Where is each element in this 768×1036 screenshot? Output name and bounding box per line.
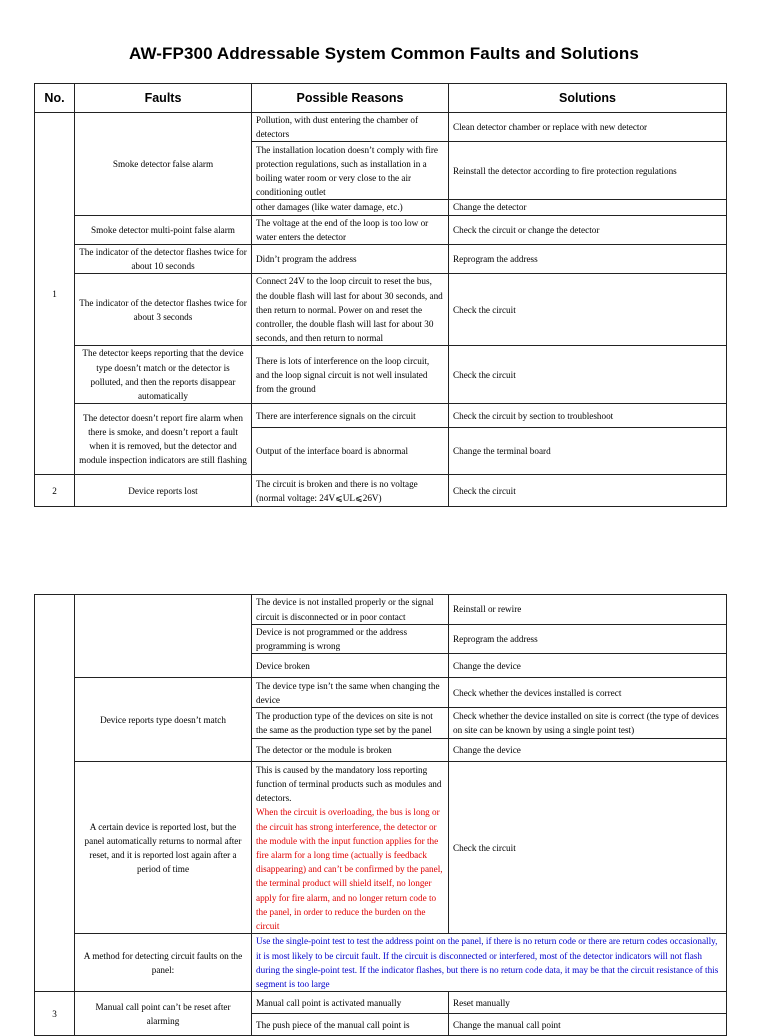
reason-cell: The detector or the module is broken <box>252 739 449 762</box>
reason-cell: Output of the interface board is abnormal <box>252 428 449 475</box>
reason-cell: The push piece of the manual call point is <box>252 1014 449 1036</box>
document-title: AW-FP300 Addressable System Common Faults and Solutions <box>129 44 639 63</box>
reason-cell: The production type of the devices on site is not the same as the production type set by the panel <box>252 708 449 739</box>
reason-cell: There are interference signals on the circuit <box>252 404 449 428</box>
solution-cell: Reinstall the detector according to fire protection regulations <box>449 142 727 200</box>
table-row <box>35 475 727 507</box>
reason-cell: The installation location doesn’t comply with fire protection regulations, such as installation in a boiling water room or very close to the air conditioning outlet <box>252 142 449 200</box>
solution-cell: Reinstall or rewire <box>449 595 727 625</box>
solution-cell: Change the device <box>449 739 727 762</box>
reason-cell <box>252 762 449 934</box>
header-no: No. <box>35 84 75 113</box>
fault-cell: Manual call point can’t be reset after alarming <box>75 992 252 1036</box>
table-row <box>35 215 727 244</box>
reason-cell: Connect 24V to the loop circuit to reset the bus, the double flash will last for about 30 seconds, and then return to normal. Power on and reset the controller, the double flash will last for about 30 seconds, and then return to normal <box>252 274 449 346</box>
solution-cell: Check the circuit <box>449 762 727 934</box>
reason-cell: There is lots of interference on the loop circuit, and the loop signal circuit is not well insulated from the ground <box>252 346 449 404</box>
table-row <box>35 274 727 346</box>
table-row <box>35 992 727 1014</box>
solution-cell: Check the circuit <box>449 475 727 507</box>
reason-cell: Didn’t program the address <box>252 245 449 274</box>
fault-cell: Device reports type doesn’t match <box>75 678 252 762</box>
solution-cell: Check the circuit or change the detector <box>449 215 727 244</box>
table-row <box>35 595 727 625</box>
solution-cell: Reprogram the address <box>449 625 727 654</box>
reason-cell: The circuit is broken and there is no voltage (normal voltage: 24V⩽UL⩽26V) <box>252 475 449 507</box>
header-solutions: Solutions <box>449 84 727 113</box>
reason-cell: other damages (like water damage, etc.) <box>252 200 449 215</box>
faults-table-1 <box>34 83 727 507</box>
reason-cell: The device type isn’t the same when changing the device <box>252 678 449 708</box>
fault-cell: The detector keeps reporting that the device type doesn’t match or the detector is polluted, and then the reports disappear automatically <box>75 346 252 404</box>
solution-cell: Reprogram the address <box>449 245 727 274</box>
reason-cell: The device is not installed properly or the signal circuit is disconnected or in poor contact <box>252 595 449 625</box>
fault-cell: Device reports lost <box>75 475 252 507</box>
fault-cell: The detector doesn’t report fire alarm when there is smoke, and doesn’t report a fault when it is removed, but the detector and module inspection indicators are still flashing <box>75 404 252 475</box>
fault-cell: The indicator of the detector flashes twice for about 10 seconds <box>75 245 252 274</box>
reason-text: This is caused by the mandatory loss reporting function of terminal products such as modules and detectors. <box>256 764 442 804</box>
fault-cell: A method for detecting circuit faults on the panel: <box>75 934 252 992</box>
solution-cell: Check whether the devices installed is correct <box>449 678 727 708</box>
faults-table-2 <box>34 594 727 1036</box>
reason-cell: Pollution, with dust entering the chamber of detectors <box>252 113 449 142</box>
header-row <box>35 84 727 113</box>
row-number: 1 <box>35 113 75 475</box>
reason-cell: Device is not programmed or the address programming is wrong <box>252 625 449 654</box>
table-row <box>35 934 727 992</box>
table-row <box>35 346 727 404</box>
solution-cell: Change the manual call point <box>449 1014 727 1036</box>
fault-cell: Smoke detector multi-point false alarm <box>75 215 252 244</box>
table-row <box>35 404 727 428</box>
row-number <box>35 595 75 992</box>
reason-highlight-text: When the circuit is overloading, the bus is long or the circuit has strong interference, the detector or the module with the input function applies for the fire alarm for a long time (actually is feedback disappearing) and can’t be confirmed by the panel, the terminal product will shield itself, no longer apply for fire alarm, and no longer return code to the panel, in order to reduce the burden on the circuit <box>256 807 443 931</box>
solution-cell: Clean detector chamber or replace with new detector <box>449 113 727 142</box>
table-row <box>35 678 727 708</box>
reason-cell: The voltage at the end of the loop is too low or water enters the detector <box>252 215 449 244</box>
table-row <box>35 762 727 934</box>
solution-cell: Check the circuit by section to troubleshoot <box>449 404 727 428</box>
row-number: 3 <box>35 992 75 1036</box>
fault-cell <box>75 595 252 678</box>
header-faults: Faults <box>75 84 252 113</box>
row-number: 2 <box>35 475 75 507</box>
header-reasons: Possible Reasons <box>252 84 449 113</box>
solution-cell: Change the detector <box>449 200 727 215</box>
solution-cell: Reset manually <box>449 992 727 1014</box>
solution-cell: Check the circuit <box>449 274 727 346</box>
method-note: Use the single-point test to test the address point on the panel, if there is no return code or there are return codes occasionally, it is most likely to be circuit fault. If the circuit is disconnected or interfered, most of the detector indicators will not flash during the single-point test. If the indicator flashes, but there is no return code data, it may be that the circuit resistance of this segment is too large <box>252 934 727 992</box>
table-row <box>35 113 727 142</box>
solution-cell: Check the circuit <box>449 346 727 404</box>
solution-cell: Change the terminal board <box>449 428 727 475</box>
fault-cell: Smoke detector false alarm <box>75 113 252 216</box>
reason-cell: Device broken <box>252 654 449 678</box>
solution-cell: Change the device <box>449 654 727 678</box>
table-row <box>35 245 727 274</box>
fault-cell: A certain device is reported lost, but the panel automatically returns to normal after reset, and it is reported lost again after a period of time <box>75 762 252 934</box>
fault-cell: The indicator of the detector flashes twice for about 3 seconds <box>75 274 252 346</box>
solution-cell: Check whether the device installed on site is correct (the type of devices on site can be known by using a single point test) <box>449 708 727 739</box>
reason-cell: Manual call point is activated manually <box>252 992 449 1014</box>
